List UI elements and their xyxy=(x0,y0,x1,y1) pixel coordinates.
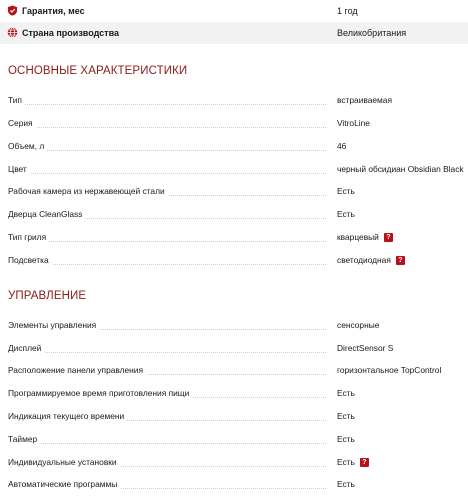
spec-label: Расположение панели управления xyxy=(8,365,146,375)
spec-row xyxy=(0,207,468,223)
spec-value xyxy=(337,118,370,128)
spec-row xyxy=(0,341,468,357)
spec-value-text: Есть xyxy=(337,479,355,489)
help-question-icon[interactable]: ? xyxy=(396,256,405,265)
spec-value xyxy=(337,186,355,196)
spec-label: Дисплей xyxy=(8,343,44,353)
spec-value-text: Есть xyxy=(337,457,355,467)
spec-value-text: Есть xyxy=(337,388,355,398)
spec-value-text: горизонтальное TopControl xyxy=(337,365,442,375)
spec-value xyxy=(337,457,369,467)
help-question-icon[interactable]: ? xyxy=(384,233,393,242)
spec-row xyxy=(0,139,468,155)
spec-label: Цвет xyxy=(8,164,30,174)
section-title-main: ОСНОВНЫЕ ХАРАКТЕРИСТИКИ xyxy=(8,65,188,77)
globe-icon xyxy=(7,27,18,38)
spec-label: Тип гриля xyxy=(8,232,49,242)
spec-label: Индивидуальные установки xyxy=(8,457,120,467)
leader-dots xyxy=(8,443,326,444)
spec-row xyxy=(0,184,468,200)
country-row xyxy=(0,22,468,44)
leader-dots xyxy=(8,150,326,151)
spec-value-text: встраиваемая xyxy=(337,95,392,105)
spec-label: Дверца CleanGlass xyxy=(8,209,85,219)
spec-value-text: кварцевый xyxy=(337,232,379,242)
spec-value-text: Есть xyxy=(337,209,355,219)
spec-value-text: VitroLine xyxy=(337,118,370,128)
leader-dots xyxy=(8,173,326,174)
spec-label: Серия xyxy=(8,118,36,128)
spec-value-text: Есть xyxy=(337,434,355,444)
spec-label: Автоматические программы xyxy=(8,479,120,489)
spec-label: Подсветка xyxy=(8,255,52,265)
country-label: Страна производства xyxy=(22,28,120,38)
spec-value xyxy=(337,434,355,444)
spec-value xyxy=(337,141,346,151)
spec-value xyxy=(337,95,392,105)
spec-row xyxy=(0,432,468,448)
spec-value-text: 46 xyxy=(337,141,347,151)
spec-row xyxy=(0,363,468,379)
warranty-label: Гарантия, мес xyxy=(22,6,85,16)
spec-row xyxy=(0,253,468,269)
spec-value xyxy=(337,164,464,174)
leader-dots xyxy=(8,127,326,128)
spec-value-text: светодиодная xyxy=(337,255,391,265)
spec-row xyxy=(0,318,468,334)
spec-value-text: черный обсидиан Obsidian Black xyxy=(337,164,464,174)
spec-value-text: Есть xyxy=(337,186,355,196)
spec-value-text: сенсорные xyxy=(337,320,380,330)
country-value: Великобритания xyxy=(337,28,407,38)
spec-value xyxy=(337,479,355,489)
spec-value xyxy=(337,209,355,219)
spec-row xyxy=(0,230,468,246)
help-question-icon[interactable]: ? xyxy=(360,458,369,467)
spec-row xyxy=(0,116,468,132)
spec-label: Тип xyxy=(8,95,25,105)
spec-row xyxy=(0,477,468,493)
spec-label: Таймер xyxy=(8,434,40,444)
warranty-value: 1 год xyxy=(337,6,358,16)
spec-value xyxy=(337,232,393,242)
spec-row xyxy=(0,409,468,425)
spec-row xyxy=(0,162,468,178)
leader-dots xyxy=(8,352,326,353)
spec-row xyxy=(0,93,468,109)
spec-value xyxy=(337,411,355,421)
spec-value-text: Есть xyxy=(337,411,355,421)
warranty-row xyxy=(0,0,468,22)
leader-dots xyxy=(8,241,326,242)
spec-value xyxy=(337,255,405,265)
spec-value xyxy=(337,343,393,353)
spec-row xyxy=(0,386,468,402)
leader-dots xyxy=(8,104,326,105)
spec-row xyxy=(0,455,468,471)
section-title-controls: УПРАВЛЕНИЕ xyxy=(8,290,87,302)
spec-label: Программируемое время приготовления пищи xyxy=(8,388,192,398)
shield-check-icon xyxy=(7,5,18,16)
spec-value xyxy=(337,320,379,330)
spec-value xyxy=(337,365,441,375)
spec-label: Рабочая камера из нержавеющей стали xyxy=(8,186,168,196)
spec-label: Индикация текущего времени xyxy=(8,411,127,421)
spec-label: Объем, л xyxy=(8,141,47,151)
spec-value-text: DirectSensor S xyxy=(337,343,394,353)
leader-dots xyxy=(8,264,326,265)
spec-value xyxy=(337,388,355,398)
spec-label: Элементы управления xyxy=(8,320,99,330)
